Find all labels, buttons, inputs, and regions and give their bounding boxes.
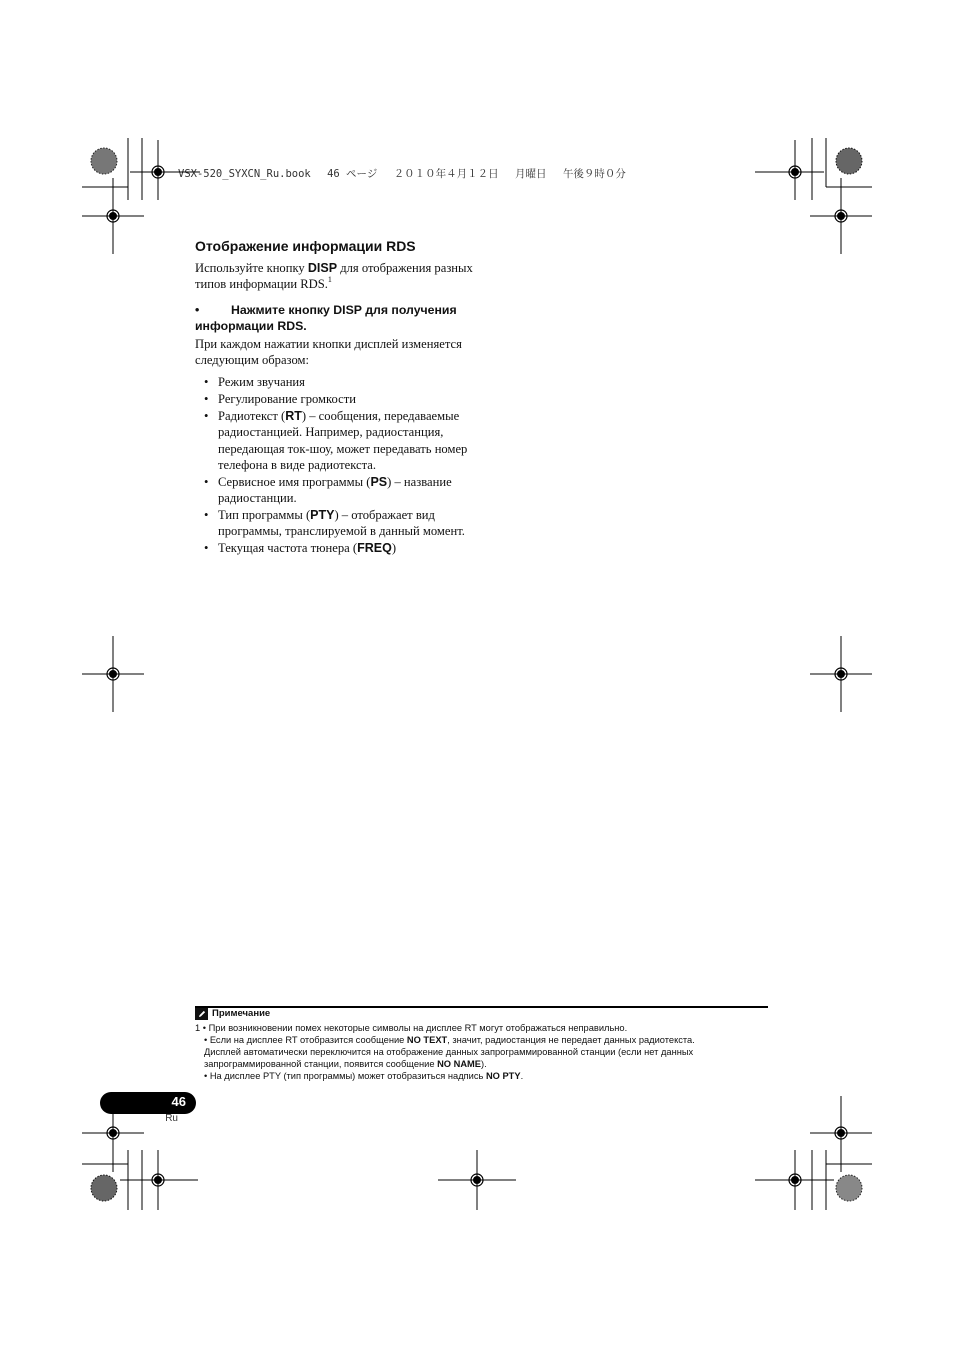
- list-item: [218, 408, 485, 473]
- note-line-2: [195, 1034, 775, 1046]
- list-item: [218, 540, 485, 556]
- section-title: Отображение информации RDS: [195, 238, 416, 254]
- rt-key-label: RT: [285, 408, 302, 423]
- pencil-note-icon: [195, 1008, 208, 1020]
- step-text-line1: Нажмите кнопку DISP для получения: [231, 303, 457, 317]
- note-bold-text: NO TEXT: [406, 1035, 448, 1045]
- note-line-5: [195, 1070, 775, 1082]
- list-item-text: Текущая частота тюнера (: [218, 541, 358, 556]
- note-section: [195, 1008, 775, 1082]
- footnote-ref: 1: [327, 275, 332, 284]
- ps-key-label: PS: [370, 474, 388, 489]
- list-item-text: ): [391, 541, 397, 556]
- note-text: • Если на дисплее RT отобразится сообщение: [204, 1035, 407, 1045]
- note-text: запрограммированной станции, появится сообщение: [204, 1059, 438, 1069]
- list-item: [218, 507, 485, 540]
- list-item-text: Регулирование громкости: [218, 391, 356, 406]
- note-line-3: Дисплей автоматически переключится на отображение данных запрограммированной станции (если нет данных: [204, 1047, 694, 1057]
- list-item: [218, 374, 485, 390]
- note-heading: [195, 1008, 775, 1020]
- note-text: .: [520, 1071, 524, 1081]
- print-header-page: 46 ページ: [327, 168, 378, 180]
- list-item-text: ) – сообщения, передаваемые радиостанцией. Например, радиостанция, передающая ток-шоу, может передавать номер телефона в виде радиотекста.: [218, 408, 468, 472]
- note-line-4: [195, 1058, 775, 1070]
- list-item-text: ) – название радиостанции.: [218, 474, 452, 506]
- step-description: При каждом нажатии кнопки дисплей изменяется следующим образом:: [195, 337, 462, 367]
- note-bold-text: NO NAME: [437, 1059, 481, 1069]
- intro-paragraph: [195, 260, 485, 292]
- note-text: , значит, радиостанция не передает данных радиотекста.: [447, 1035, 695, 1045]
- list-item-text: Тип программы (: [218, 508, 311, 523]
- note-bold-text: NO PTY: [485, 1071, 521, 1081]
- print-header-date: ２０１０年４月１２日: [393, 168, 499, 180]
- print-header-file: VSX-520_SYXCN_Ru.book: [178, 168, 311, 180]
- list-item: [218, 391, 485, 407]
- display-modes-list: [195, 374, 485, 557]
- list-item-text: Сервисное имя программы (: [218, 474, 371, 489]
- disp-key-label: DISP: [307, 261, 338, 275]
- list-item-text: Режим звучания: [218, 375, 305, 389]
- intro-text-before: Используйте кнопку: [195, 261, 308, 275]
- pty-key-label: PTY: [310, 508, 335, 523]
- page-language: Ru: [165, 1113, 178, 1124]
- step-bullet: •: [195, 303, 200, 317]
- list-item-text: Радиотекст (: [218, 408, 286, 423]
- intro-text-after: для отображения разных типов информации RDS.: [195, 261, 473, 291]
- print-header: [178, 166, 636, 181]
- freq-key-label: FREQ: [357, 541, 392, 556]
- page-number: 46: [171, 1094, 186, 1109]
- note-text: • На дисплее PTY (тип программы) может отобразиться надпись: [204, 1071, 486, 1081]
- main-content: [195, 238, 485, 557]
- note-heading-text: Примечание: [212, 1008, 271, 1019]
- note-text: ).: [480, 1059, 487, 1069]
- note-line-1: 1 • При возникновении помех некоторые символы на дисплее RT могут отображаться неправильно.: [195, 1023, 628, 1033]
- list-item-text: ) – отображает вид программы, транслируемой в данный момент.: [218, 508, 465, 539]
- print-header-weekday: 月曜日: [515, 168, 547, 180]
- step-instruction: [195, 302, 485, 334]
- step-text-line2: информации RDS.: [195, 319, 307, 333]
- print-header-time: 午後９時０分: [562, 168, 626, 180]
- list-item: [218, 474, 485, 507]
